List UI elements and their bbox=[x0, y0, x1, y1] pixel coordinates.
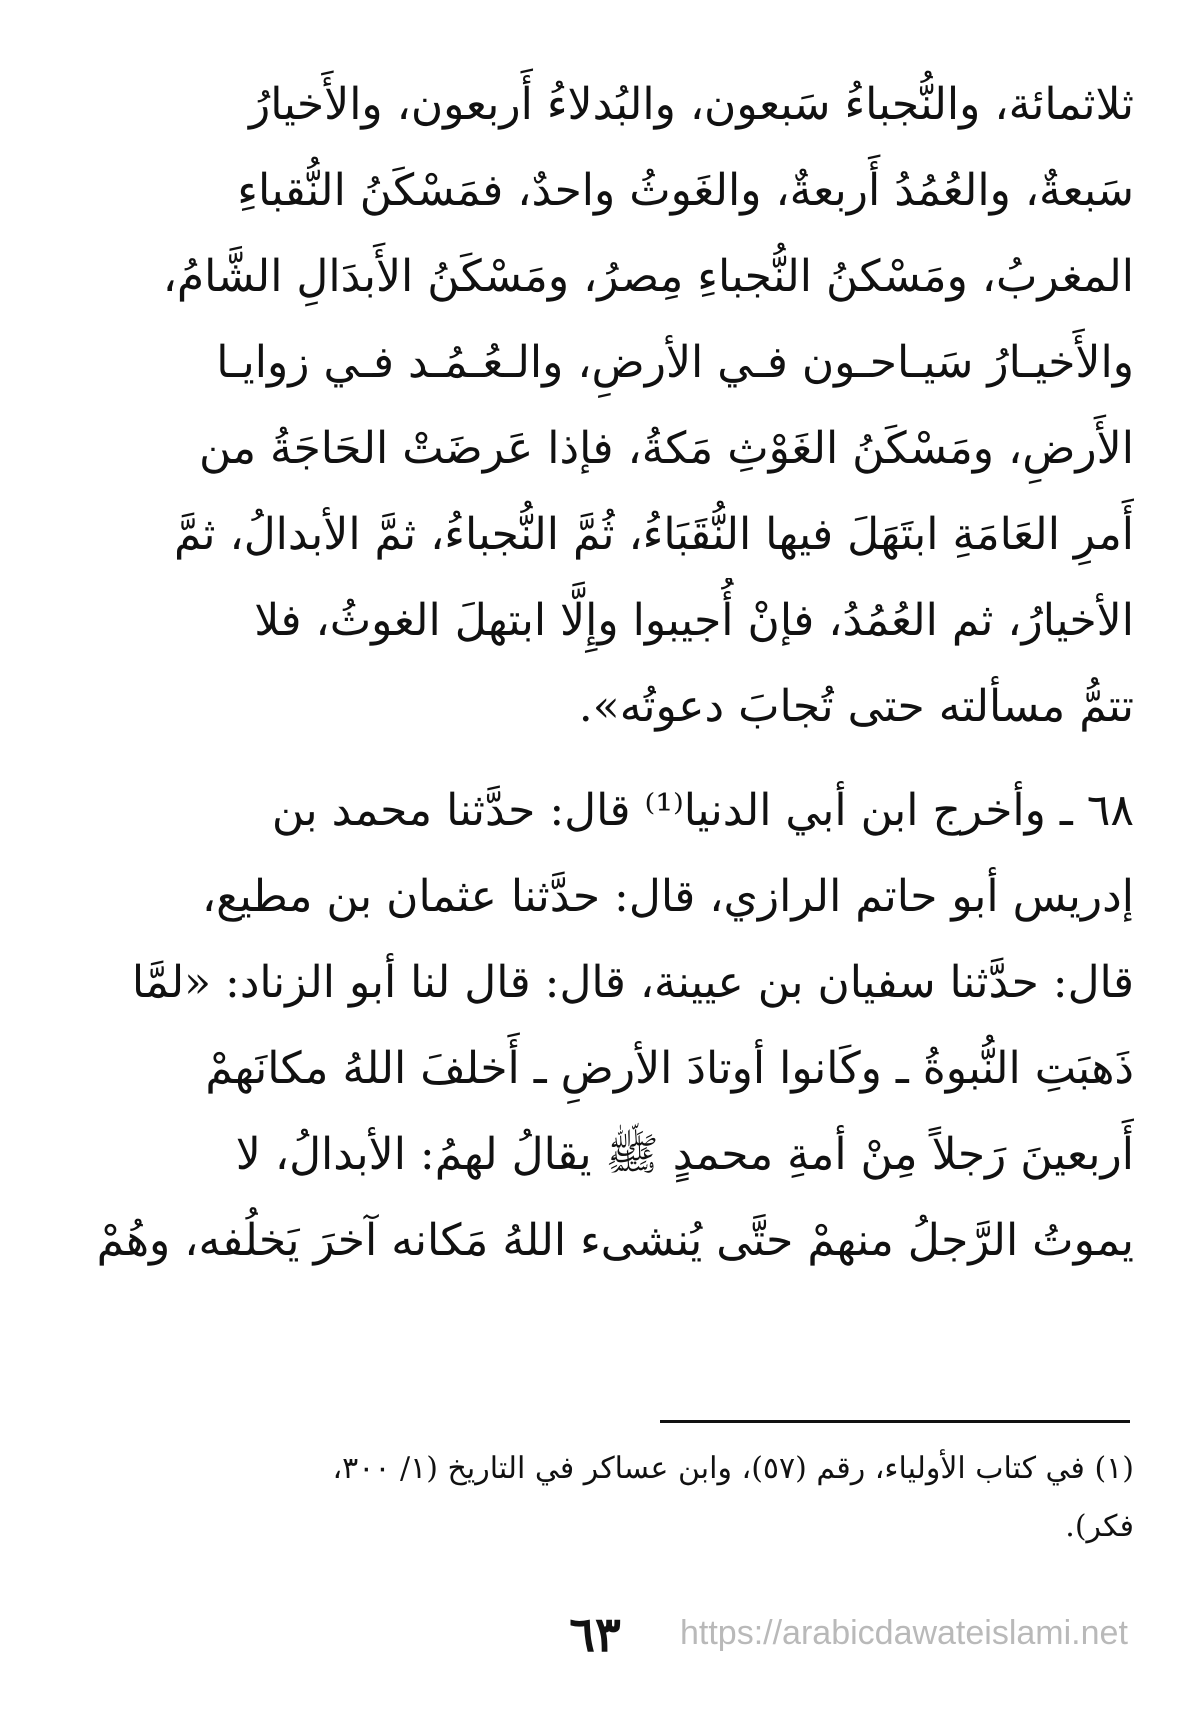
text-line: أَربعينَ رَجلاً مِنْ أمةِ محمدٍ ﷺ يقالُ لهمُ: الأبدالُ، لا bbox=[235, 1129, 1134, 1180]
footnote-divider bbox=[660, 1420, 1130, 1423]
text-line: سَبعةٌ، والعُمُدُ أَربعةٌ، والغَوثُ واحدٌ، فمَسْكَنُ النُّقباءِ bbox=[237, 165, 1134, 216]
footnote bbox=[68, 1440, 1134, 1556]
text-line: الأَرضِ، ومَسْكَنُ الغَوْثِ مَكةُ، فإذا عَرضَتْ الحَاجَةُ من bbox=[198, 423, 1134, 474]
page-number: ٦٣ bbox=[569, 1607, 621, 1663]
text-line: الأخيارُ، ثم العُمُدُ، فإنْ أُجيبوا وإِلَّا ابتهلَ الغوثُ، فلا bbox=[254, 595, 1134, 646]
paragraph-68 bbox=[68, 768, 1134, 1284]
paragraph-continuation bbox=[68, 62, 1134, 750]
text-line: ٦٨ ـ وأخرج ابن أبي الدنيا⁽¹⁾ قال: حدَّثنا محمد بن bbox=[271, 785, 1134, 836]
watermark-url: https://arabicdawateislami.net bbox=[680, 1614, 1128, 1652]
text-line: ذَهبَتِ النُّبوةُ ـ وكَانوا أوتادَ الأرضِ ـ أَخلفَ اللهُ مكانَهمْ bbox=[205, 1043, 1134, 1094]
footnote-line: (١) في كتاب الأولياء، رقم (٥٧)، وابن عساكر في التاريخ (١/ ٣٠٠، bbox=[332, 1451, 1134, 1486]
text-line: يموتُ الرَّجلُ منهمْ حتَّى يُنشىء اللهُ مَكانه آخرَ يَخلُفه، وهُمْ bbox=[96, 1215, 1134, 1266]
text-line: أَمرِ العَامَةِ ابتَهَلَ فيها النُّقَبَاءُ، ثُمَّ النُّجباءُ، ثمَّ الأبدالُ، ثمَّ bbox=[174, 509, 1134, 560]
footnote-line: فكر). bbox=[1065, 1509, 1134, 1544]
text-line: إدريس أبو حاتم الرازي، قال: حدَّثنا عثمان بن مطيع، bbox=[201, 871, 1134, 922]
text-line: والأَخيـارُ سَيـاحـون فـي الأرضِ، والـعُـمُـد فـي زوايـا bbox=[216, 337, 1134, 388]
text-line: تتمُّ مسألته حتى تُجابَ دعوتُه». bbox=[578, 681, 1134, 732]
text-line: ثلاثمائة، والنُّجباءُ سَبعون، والبُدلاءُ أَربعون، والأَخيارُ bbox=[248, 79, 1134, 130]
text-line: قال: حدَّثنا سفيان بن عيينة، قال: قال لنا أبو الزناد: «لمَّا bbox=[131, 957, 1134, 1008]
text-line: المغربُ، ومَسْكنُ النُّجباءِ مِصرُ، ومَسْكَنُ الأَبدَالِ الشَّامُ، bbox=[162, 251, 1134, 302]
